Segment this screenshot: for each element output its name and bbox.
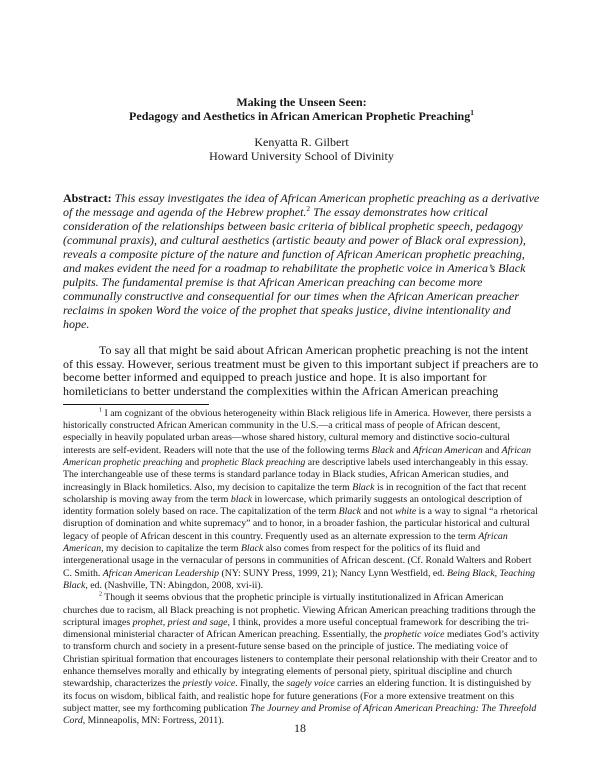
page-number: 18	[294, 721, 306, 735]
author-block	[63, 136, 540, 163]
paper-title	[63, 96, 540, 123]
body-paragraph: To say all that might be said about African American prophetic preaching is not the intent of this essay. However, serious treatment must be given to this important subject if preachers are to become better informed and equipped to preach justice and hope. It is also important for homileticians to better understand the complexities within the African American preaching	[63, 343, 539, 399]
footnote-separator	[63, 404, 209, 405]
footnote-1: $^1$ I am cognizant of the obvious heterogeneity within Black religious life in America. However, there persists a historically constructed African American community in the U.S.—a critical mass of people of African descent, especially in heavily populated urban areas—whose shared history, cultural memory and distinctive socio-cultural interests are self-evident. Readers will note that the use of the following terms Black and African American and African American prophetic preaching and prophetic Black preaching are descriptive labels used interchangeably in this essay. The interchangeable use of these terms is standard parlance today in Black studies, African American studies, and increasingly in Black homiletics. Also, my decision to capitalize the term Black is in recognition of the fact that recent scholarship is moving away from the term black in lowercase, which primarily suggests an ontological description of identity formation solely based on race. The capitalization of the term Black and not white is a way to signal “a rhetorical disruption of domination and white supremacy” and to honor, in a broader fashion, the particular historical and cultural legacy of people of African descent in this country. Frequently used as an alternate expression to the term African American, my decision to capitalize the term Black also comes from respect for the politics of its fluid and intergenerational usage in the vernacular of persons in communities of African descent. (Cf. Ronald Walters and Robert C. Smith. African American Leadership (NY: SUNY Press, 1999, 21); Nancy Lynn Westfield, ed. Being Black, Teaching Black, ed. (Nashville, TN: Abingdon, 2008, xvi-ii).	[63, 407, 538, 591]
footnote-2: $^2$ Though it seems obvious that the prophetic principle is virtually institutionalized in African American churches due to racism, all Black preaching is not prophetic. Viewing African American preaching traditions through the scriptural images prophet, priest and sage, I think, provides a more useful conceptual framework for describing the tri-dimensional ministerial character of African American preaching. Essentially, the prophetic voice mediates God’s activity to transform church and society in a present-future sense based on the principle of justice. The mediating voice of Christian spiritual formation that encourages listeners to contemplate their personal relationship with their Creator and to enhance themselves morally and ethically by integrating elements of personal piety, spiritual discipline and church stewardship, characterizes the priestly voice. Finally, the sagely voice carries an eldering function. It is distinguished by its focus on wisdom, biblical faith, and realistic hope for future generations (For a more extensive treatment on this subject matter, see my forthcoming publication The Journey and Promise of African American Preaching: The Threefold Cord, Minneapolis, MN: Fortress, 2011).	[63, 592, 540, 727]
abstract-paragraph: Abstract: This essay investigates the idea of African American prophetic preaching as a derivative of the message and agenda of the Hebrew prophet.$^2$ The essay demonstrates how critical consideration of the relationships between basic criteria of biblical prophetic speech, pedagogy (communal praxis), and cultural aesthetics (artistic beauty and power of Black oral expression), reveals a composite picture of the nature and function of African American prophetic preaching, and makes evident the need for a roadmap to rehabilitate the prophetic voice in America’s Black pulpits. The fundamental premise is that African American preaching can become more communally constructive and consequential for our times when the African American preacher reclaims in spoken Word the voice of the prophet that speaks justice, divine intentionality and hope.	[63, 191, 540, 331]
paper-title-line-2: Pedagogy and Aesthetics in African American Prophetic Preaching$^1$	[129, 107, 474, 123]
paper-title-line-1: Making the Unseen Seen:	[236, 95, 367, 109]
footnotes-section	[63, 408, 540, 728]
author-affiliation: Howard University School of Divinity	[209, 148, 394, 163]
author-name: Kenyatta R. Gilbert	[254, 135, 349, 149]
